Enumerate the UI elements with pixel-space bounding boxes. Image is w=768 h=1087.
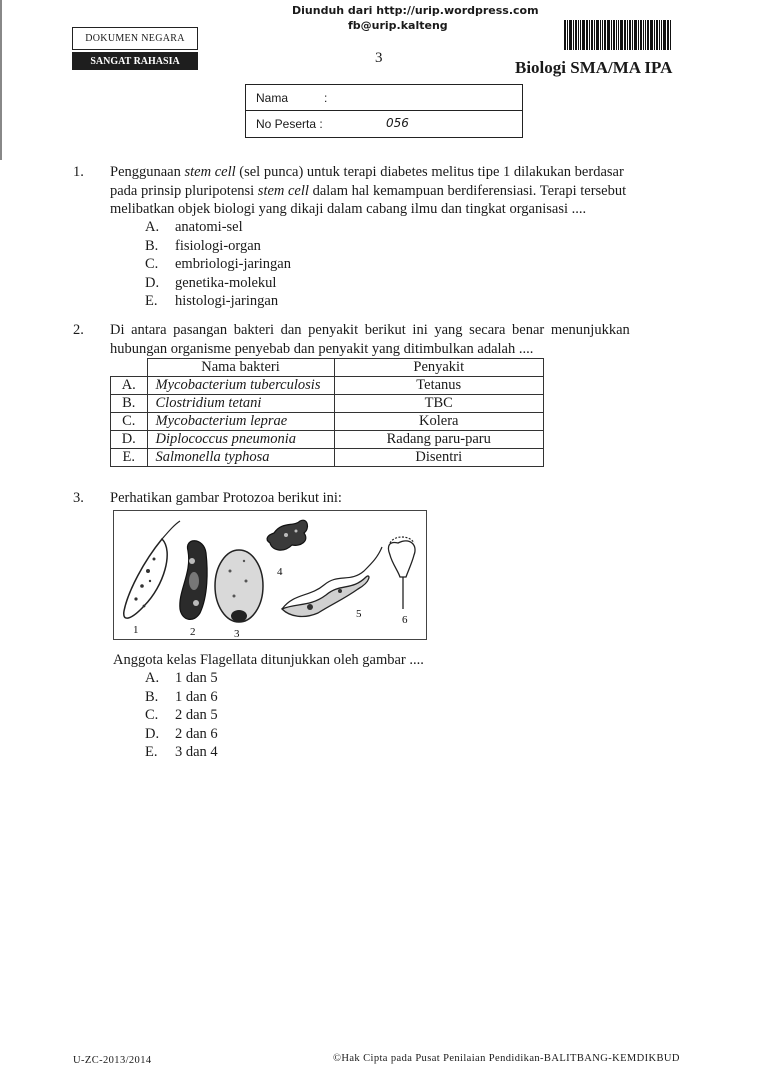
q3-number: 3. bbox=[73, 490, 84, 506]
q3-question: Anggota kelas Flagellata ditunjukkan oleh gambar .... bbox=[113, 652, 424, 668]
participant-label: No Peserta : bbox=[256, 116, 323, 131]
protozoa-4-amoeba-icon bbox=[267, 520, 307, 550]
q3-options bbox=[145, 669, 218, 762]
name-row bbox=[246, 85, 522, 110]
fb-line: fb@urip.kalteng bbox=[348, 19, 448, 32]
scan-edge-line bbox=[0, 0, 2, 160]
figure-label-1: 1 bbox=[133, 624, 139, 636]
bacteria-table bbox=[110, 358, 544, 467]
table-row[interactable]: A. Mycobacterium tuberculosis Tetanus bbox=[111, 377, 544, 395]
q3-option-e[interactable]: E. 3 dan 4 bbox=[145, 744, 218, 760]
figure-label-4: 4 bbox=[277, 566, 283, 578]
protozoa-drawing bbox=[114, 511, 426, 639]
q1-option-b[interactable]: B. fisiologi-organ bbox=[145, 237, 261, 254]
table-header-row bbox=[111, 359, 544, 377]
q3-option-b[interactable]: B. 1 dan 6 bbox=[145, 688, 218, 705]
footer-code: U-ZC-2013/2014 bbox=[73, 1055, 152, 1066]
q3-stem: Perhatikan gambar Protozoa berikut ini: bbox=[110, 490, 342, 506]
q2-stem: Di antara pasangan bakteri dan penyakit berikut ini yang secara benar menunjukkan hubungan organisme penyebab dan penyakit yang ditimbulkan adalah .... bbox=[110, 322, 630, 357]
q1-option-c[interactable]: C. embriologi-jaringan bbox=[145, 256, 291, 272]
figure-label-2: 2 bbox=[190, 626, 196, 638]
figure-label-6: 6 bbox=[402, 614, 408, 626]
protozoa-figure bbox=[113, 510, 427, 640]
table-row[interactable]: B. Clostridium tetani TBC bbox=[111, 395, 544, 413]
q2-number: 2. bbox=[73, 322, 84, 338]
barcode-icon bbox=[564, 20, 686, 50]
q1-number: 1. bbox=[73, 164, 84, 180]
source-line: Diunduh dari http://urip.wordpress.com bbox=[292, 4, 539, 17]
name-label: Nama bbox=[256, 90, 289, 105]
figure-label-3: 3 bbox=[234, 628, 240, 639]
q1-option-d[interactable]: D. genetika-molekul bbox=[145, 274, 277, 291]
protozoa-5-trypanosoma-icon bbox=[282, 547, 382, 616]
doc-label-box bbox=[72, 27, 198, 50]
table-row[interactable]: E. Salmonella typhosa Disentri bbox=[111, 449, 544, 467]
participant-value: 056 bbox=[386, 116, 409, 130]
identity-box bbox=[245, 84, 523, 138]
name-colon: : bbox=[324, 90, 328, 105]
doc-label: DOKUMEN NEGARA bbox=[85, 33, 185, 44]
table-row[interactable]: D. Diplococcus pneumonia Radang paru-paru bbox=[111, 431, 544, 449]
q1-option-e[interactable]: E. histologi-jaringan bbox=[145, 293, 279, 309]
protozoa-3-cell-icon bbox=[215, 550, 263, 622]
table-row[interactable]: C. Mycobacterium leprae Kolera bbox=[111, 413, 544, 431]
q3-option-c[interactable]: C. 2 dan 5 bbox=[145, 707, 218, 723]
q3-option-d[interactable]: D. 2 dan 6 bbox=[145, 725, 218, 742]
header-disease: Penyakit bbox=[334, 359, 544, 377]
footer-copyright: ©Hak Cipta pada Pusat Penilaian Pendidikan-BALITBANG-KEMDIKBUD bbox=[333, 1053, 680, 1064]
q1-stem: Penggunaan stem cell (sel punca) untuk terapi diabetes melitus tipe 1 dilakukan berdasar pada prinsip pluripotensi stem cell dalam hal kemampuan berdiferensiasi. Terapi tersebut melibatkan objek biologi yang dikaji dalam cabang ilmu dan tingkat organisasi .... bbox=[110, 164, 627, 217]
q1-option-a[interactable]: A. anatomi-sel bbox=[145, 219, 243, 235]
protozoa-6-vorticella-icon bbox=[388, 537, 415, 609]
protozoa-2-paramecium-icon bbox=[180, 541, 207, 620]
secret-label-box bbox=[72, 52, 198, 70]
figure-label-5: 5 bbox=[356, 608, 362, 620]
page-number: 3 bbox=[375, 50, 383, 66]
q3-option-a[interactable]: A. 1 dan 5 bbox=[145, 670, 218, 686]
participant-row bbox=[246, 110, 522, 136]
header-bacteria: Nama bakteri bbox=[147, 359, 334, 377]
secret-label: SANGAT RAHASIA bbox=[90, 55, 180, 67]
q1-options bbox=[145, 218, 291, 311]
subject-title: Biologi SMA/MA IPA bbox=[515, 58, 673, 77]
protozoa-1-euglena-icon bbox=[124, 521, 180, 618]
